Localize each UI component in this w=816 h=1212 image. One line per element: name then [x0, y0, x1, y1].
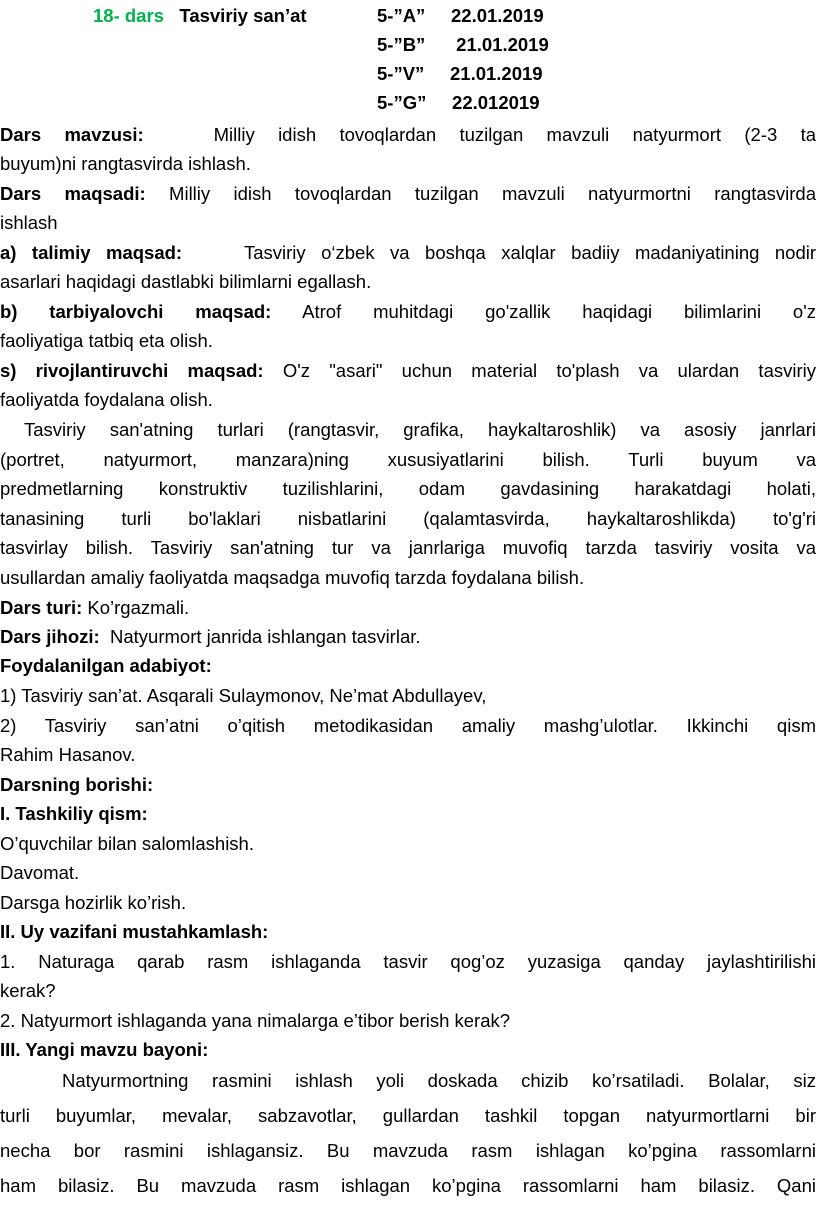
goal-label: Dars maqsadi: — [0, 183, 146, 204]
class-date: 22.012019 — [452, 92, 540, 113]
subject-name: Tasviriy san’at — [179, 5, 307, 26]
edu-goal-line-2 — [0, 268, 816, 296]
edu-goal-text: Tasviriy o‘zbek va boshqa xalqlar badiiy madaniyatining nodir — [243, 242, 816, 263]
paragraph-line — [0, 475, 816, 503]
section-three-heading-line — [0, 1036, 816, 1064]
lesson-type-text: Ko’rgazmali. — [87, 597, 190, 618]
paragraph-text: tanasining turli bo'laklari nisbatlarini (qalamtasvirda, haykaltaroshlikda) to'g'ri — [0, 508, 816, 529]
section-two-text: 1. Naturaga qarab rasm ishlaganda tasvir qog’oz yuzasiga qanday jaylashtirilishi — [0, 951, 816, 972]
paragraph-line — [0, 564, 816, 592]
literature-text: Rahim Hasanov. — [0, 744, 136, 765]
section-one-text: Darsga hozirlik ko’rish. — [0, 892, 187, 913]
paragraph-line — [0, 446, 816, 474]
section-one-item — [0, 830, 816, 858]
section-one-item — [0, 859, 816, 887]
section-two-heading-line — [0, 918, 816, 946]
equipment-label: Dars jihozi: — [0, 626, 100, 647]
development-goal-line — [0, 357, 816, 385]
section-one-item — [0, 889, 816, 917]
goal-text-cont: ishlash — [0, 212, 58, 233]
class-date: 21.01.2019 — [456, 34, 549, 55]
lesson-type-label: Dars turi: — [0, 597, 83, 618]
section-three-text: Natyurmortning rasmini ishlash yoli doskada chizib ko’rsatiladi. Bolalar, siz — [62, 1070, 816, 1091]
class-name: 5-”A” — [377, 5, 426, 26]
literature-heading-line — [0, 652, 816, 680]
section-one-heading: I. Tashkiliy qism: — [0, 803, 148, 824]
development-goal-text-cont: faoliyatda foydalana olish. — [0, 389, 213, 410]
section-one-heading-line — [0, 800, 816, 828]
development-goal-text: O'z "asari" uchun material to'plash va ulardan tasviriy — [282, 360, 816, 381]
section-two-text: 2. Natyurmort ishlaganda yana nimalarga e’tibor berish kerak? — [0, 1010, 511, 1031]
paragraph-text: usullardan amaliy faoliyatda maqsadga muvofiq tarzda foydalana bilish. — [0, 567, 585, 588]
class-name: 5-”V” — [377, 63, 425, 84]
class-row-g — [377, 89, 540, 117]
lesson-title-row — [93, 2, 307, 30]
section-two-item-cont — [0, 977, 816, 1005]
section-three-line — [0, 1171, 816, 1201]
topic-label: Dars mavzusi: — [0, 124, 144, 145]
section-three-heading: III. Yangi mavzu bayoni: — [0, 1039, 209, 1060]
edu-goal-text-cont: asarlari haqidagi dastlabki bilimlarni egallash. — [0, 271, 372, 292]
topic-text-cont: buyum)ni rangtasvirda ishlash. — [0, 153, 251, 174]
section-three-text: necha bor rasmini ishlagansiz. Bu mavzuda rasm ishlagan ko’pgina rassomlarni — [0, 1140, 816, 1161]
edu-goal-line — [0, 239, 816, 267]
section-one-text: O’quvchilar bilan salomlashish. — [0, 833, 254, 854]
section-two-item — [0, 948, 816, 976]
section-three-line — [0, 1136, 816, 1166]
literature-text: 1) Tasviriy san’at. Asqarali Sulaymonov, Ne’mat Abdullayev, — [0, 685, 487, 706]
section-three-text: turli buyumlar, mevalar, sabzavotlar, gullardan tashkil topgan natyurmortlarni bir — [0, 1105, 816, 1126]
lesson-type-line — [0, 594, 816, 622]
paragraph-line — [0, 416, 816, 444]
lesson-progress-heading-line — [0, 771, 816, 799]
upbringing-goal-text: Atrof muhitdagi go'zallik haqidagi bilimlarini o'z — [302, 301, 816, 322]
development-goal-label: s) rivojlantiruvchi maqsad: — [0, 360, 264, 381]
literature-text: 2) Tasviriy san’atni o’qitish metodikasidan amaliy mashg’ulotlar. Ikkinchi qism — [0, 715, 816, 736]
section-three-text: ham bilasiz. Bu mavzuda rasm ishlagan ko’pgina rassomlarni ham bilasiz. Qani — [0, 1175, 816, 1196]
lesson-progress-heading: Darsning borishi: — [0, 774, 154, 795]
section-three-line — [0, 1066, 816, 1096]
development-goal-line-2 — [0, 386, 816, 414]
class-name: 5-”G” — [377, 92, 427, 113]
literature-item — [0, 712, 816, 740]
class-date: 22.01.2019 — [451, 5, 544, 26]
section-two-item — [0, 1007, 816, 1035]
section-three-line — [0, 1101, 816, 1131]
equipment-text: Natyurmort janrida ishlangan tasvirlar. — [110, 626, 421, 647]
class-name: 5-”B” — [377, 34, 426, 55]
edu-goal-label: a) talimiy maqsad: — [0, 242, 183, 263]
lesson-number: 18- dars — [93, 5, 164, 26]
goal-line-2 — [0, 209, 816, 237]
topic-line-2 — [0, 150, 816, 178]
upbringing-goal-line — [0, 298, 816, 326]
literature-item-cont — [0, 741, 816, 769]
paragraph-line — [0, 505, 816, 533]
goal-line — [0, 180, 816, 208]
upbringing-goal-text-cont: faoliyatiga tatbiq eta olish. — [0, 330, 213, 351]
section-two-text: kerak? — [0, 980, 56, 1001]
paragraph-text: (portret, natyurmort, manzara)ning xususiyatlarini bilish. Turli buyum va — [0, 449, 816, 470]
paragraph-text: tasvirlay bilish. Tasviriy san'atning tur va janrlariga muvofiq tarzda tasviriy vosita va — [0, 537, 816, 558]
paragraph-text: Tasviriy san'atning turlari (rangtasvir, grafika, haykaltaroshlik) va asosiy janrlari — [24, 419, 816, 440]
upbringing-goal-line-2 — [0, 327, 816, 355]
equipment-line — [0, 623, 816, 651]
paragraph-text: predmetlarning konstruktiv tuzilishlarini, odam gavdasining harakatdagi holati, — [0, 478, 816, 499]
class-row-a — [377, 2, 544, 30]
topic-line — [0, 121, 816, 149]
paragraph-line — [0, 534, 816, 562]
section-one-text: Davomat. — [0, 862, 80, 883]
class-row-b — [377, 31, 549, 59]
literature-heading: Foydalanilgan adabiyot: — [0, 655, 212, 676]
literature-item — [0, 682, 816, 710]
class-row-v — [377, 60, 543, 88]
goal-text: Milliy idish tovoqlardan tuzilgan mavzuli natyurmortni rangtasvirda — [169, 183, 816, 204]
topic-text: Milliy idish tovoqlardan tuzilgan mavzuli natyurmort (2-3 ta — [213, 124, 816, 145]
section-two-heading: II. Uy vazifani mustahkamlash: — [0, 921, 269, 942]
upbringing-goal-label: b) tarbiyalovchi maqsad: — [0, 301, 272, 322]
class-date: 21.01.2019 — [450, 63, 543, 84]
